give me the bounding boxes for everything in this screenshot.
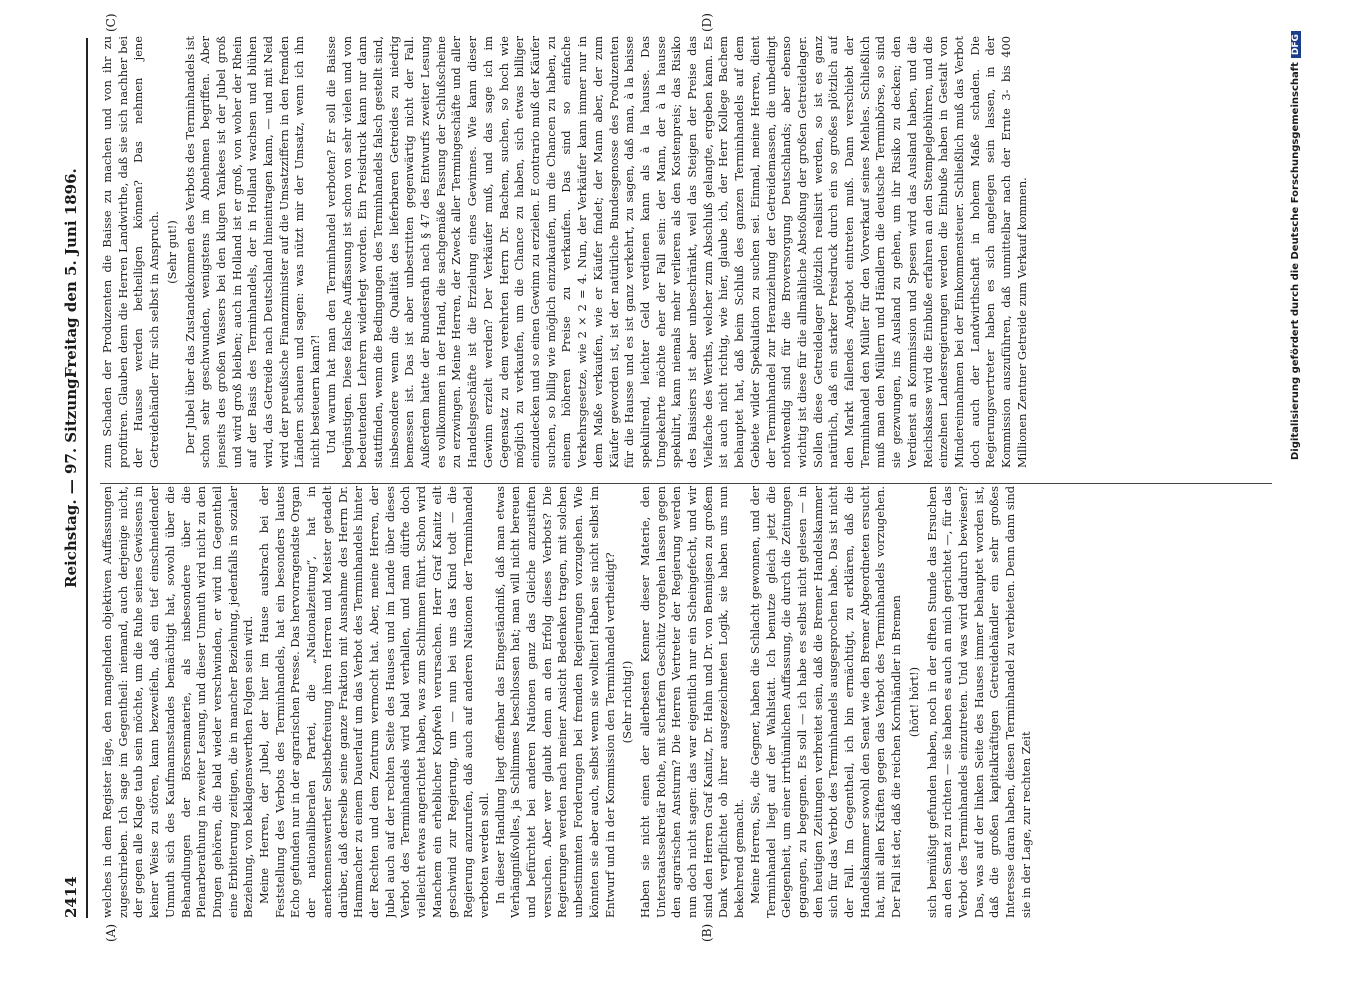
paragraph: Meine Herren, der Jubel, der hier im Hause ausbrach bei der Feststellung des Verbots des Terminhandels, hat ein besonders lautes Echo gefunden nur in der agrarischen Presse. Das hervorragendste Organ der nationalliberalen Partei, die „Nationalzeitung“, hat in anerkennenswerther Selbstbefreiung ihren Herren und Meister getadelt darüber, daß derselbe seine ganze Fraktion mit Ausnahme des Herrn Dr. Hammacher zu einem Dauerlauf um das Verbot des Terminhandels hinter der Rechten und dem Zentrum vermocht hat. Aber, meine Herren, der Jubel auch auf der rechten Seite des Hauses und im Lande über dieses Verbot des Terminhandels wird bald verhallen, und man dürfte doch vielleicht etwas angerichtet haben, was zum Schlimmen führt. Schon wird Manchem ein erheblicher Kopfweh verursachen. Herr Graf Kanitz eilt geschwind zur Regierung, um — nun bei uns das Kind todt — die Regierung anzurufen, daß auch auf anderen Nationen der Terminhandel verboten werden soll.: [257, 486, 491, 918]
header-session: Reichstag. — 97. Sitzung.: [62, 373, 80, 588]
page-header: [62, 38, 84, 918]
digitization-footer: [1290, 34, 1301, 460]
paragraph: Haben sie nicht einen der allerbesten Kenner dieser Materie, den Unterstaatssekretär Rothe, mit scharfem Geschütz vorgehen lassen gegen den agrarischen Ansturm? Die Herren Vertreter der Regierung werden nun doch nicht sagen: das war eigentlich nur ein Scheingefecht, und wir sind den Herren Graf Kanitz, Dr. Hahn und Dr. von Bennigsen zu großem Dank verpflichtet ob ihrer ausgezeichneten Logik, sie haben uns nun bekehrend gemacht.: [637, 486, 747, 918]
header-rule: [86, 38, 88, 918]
margin-marker-d: (D): [700, 13, 714, 32]
paragraph: welches in dem Register läge, den mangelnden objektiven Auffassungen zugeschrieben. Ich sage im Gegentheil: niemand, auch derjenige nicht, der gegen alle Klage taub sein möchte, um die Ruhe seines Gewissens in keiner Weise zu stören, kann bezweifeln, daß ein tief einschneidender Unmuth sich des Kaufmannsstandes bemächtigt hat, sowohl über die Behandlungen der Börsenmaterie, als insbesondere über die Plenarberathung in zweiter Lesung, und dieser Unmuth wird nicht zu den Dingen gehören, die bald wieder verschwinden, er wird im Gegentheil eine Erbitterung zeitigen, die in mancher Beziehung, jedenfalls in sozialer Beziehung, von beklagenswerthen Folgen sein wird.: [100, 486, 256, 918]
page-number: 2414: [62, 876, 80, 918]
column-divider: [100, 483, 1272, 484]
paragraph: Meine Herren, Sie, die Gegner, haben die Schlacht gewonnen, und der Terminhandel liegt auf der Wahlstatt. Ich benutze gleich jetzt die Gelegenheit, um einer irrthümlichen Auffassung, die durch die Zeitungen gegangen, zu begegnen. Es soll — ich habe es selbst nicht gelesen — in den heutigen Zeitungen verbreitet sein, daß die Bremer Handelskammer sich für das Verbot des Terminhandels ausgesprochen habe. Das ist nicht der Fall. Im Gegentheil, ich bin ermächtigt, zu erklären, daß die Handelskammer sowohl den Senat wie den Bremer Abgeordneten ersucht hat, mit allen Kräften gegen das Verbot des Terminhandels vorzugehen. Der Fall ist der, daß die reichen Kornhändler in Bremen: [747, 486, 904, 918]
dfg-logo: DFG: [1291, 31, 1301, 58]
right-text-column: [100, 36, 1272, 468]
paragraph: zum Schaden der Produzenten die Baisse zu machen und von ihr zu profitiren. Glauben denn die Herren Landwirthe, daß sie sich nachher bei der Hausse werden betheiligen können? Das nehmen jene Getreidehändler für sich selbst in Anspruch.: [100, 36, 162, 468]
paragraph: sich bemüßigt gefunden haben, noch in der elften Stunde das Ersuchen an den Senat zu richten — sie haben es auch an mich gerichtet —, für das Verbot des Terminhandels einzutreten. Und was wird dadurch bewiesen? Das, was auf der linken Seite des Hauses immer behauptet worden ist, daß die großen kapitalkräftigen Getreidehändler ein sehr großes Interesse daran haben, diesen Terminhandel zu verbieten. Denn dann sind sie in der Lage, zur rechten Zeit: [924, 486, 1033, 918]
interjection: (Sehr gut!): [164, 220, 179, 284]
left-text-column: [100, 486, 1272, 918]
interjection: (Sehr richtig!): [620, 660, 635, 744]
paragraph: Der Jubel über das Zustandekommen des Verbots des Terminhandels ist schon sehr geschwunden, wenigstens im Abnehmen begriffen. Aber jenseits des großen Wassers bei den klugen Yankees ist der Jubel groß und wird groß bleiben; auch in Holland ist er groß, von woher der Rhein auf der Basis des Terminhandels, der in Holland wachsen und blühen wird, das Getreide nach Deutschland hineintragen kann, — und mit Neid wird der preußische Finanzminister auf die Umsatzziffern in den fremden Ländern schauen und sagen: was nützt mir der Umsatz, wenn ich ihn nicht besteuern kann?!: [182, 36, 323, 468]
margin-marker-b: (B): [700, 923, 714, 942]
paragraph: Und warum hat man den Terminhandel verboten? Er soll die Baisse begünstigen. Diese falsche Auffassung ist schon von sehr vielen und von bedeutenden Lehrern widerlegt worden. Ein Preisdruck kann nur dann stattfinden, wenn die Bedingungen des Terminhandels falsch gestellt sind, insbesondere wenn die Qualität des lieferbaren Getreides zu niedrig bemessen ist. Das ist aber unbestritten gegenwärtig nicht der Fall. Außerdem hatte der Bundesrath nach § 47 des Entwurfs zweiter Lesung es vollkommen in der Hand, die sachgemäße Fassung der Schlußscheine zu erzwingen. Meine Herren, der Zweck aller Termingeschäfte und aller Handelsgeschäfte ist die Erzielung eines Gewinnes. Wie kann dieser Gewinn erzielt werden? Der Verkäufer muß, und das sage ich im Gegensatz zu dem verehrten Herrn Dr. Bachem, suchen, so hoch wie möglich zu verkaufen, um die Chance zu haben, sich etwas billiger einzudecken und so einen Gewinn zu erzielen. E contrario muß der Käufer suchen, so billig wie möglich einzukaufen, um die Chancen zu haben, zu einem höheren Preise zu verkaufen. Das sind so einfache Verkehrsgesetze, wie 2 × 2 = 4. Nun, der Verkäufer kann immer nur in dem Maße verkaufen, wie er Käufer findet; der Mann aber, der zum Käufer geworden ist, ist der natürliche Bundesgenosse des Produzenten für die Hausse und es ist ganz verkehrt, zu sagen, daß man, à la baisse spekulirend, leichter Geld verdienen kann als à la hausse. Das Umgekehrte möchte eher der Fall sein: der Mann, der à la hausse spekulirt, kann niemals mehr verlieren als den Kostenpreis; das Risiko des Baissiers ist aber unbeschränkt, weil das Steigen der Preise das Vielfache des Werths, welcher zum Abschluß gelangte, ergeben kann. Es ist auch nicht richtig, wie hier, glaube ich, der Herr Kollege Bachem behauptet hat, daß beim Schluß des ganzen Terminhandels auf dem Gebiete wilder Spekulation zu suchen sei. Einmal, meine Herren, dient der Terminhandel zur Heranziehung der Getreidemassen, die unbedingt nothwendig sind für die Broversorgung Deutschlands; aber ebenso wichtig ist diese für die allmähliche Abstoßung der großen Getreidelager. Sollen diese Getreidelager plötzlich realisirt werden, so ist es ganz natürlich, daß ein starker Preisdruck durch ein so großes plötzlich auf den Markt fallendes Angebot eintreten muß. Dann verschiebt der Terminhandel den Müller für den Vorverkauf seines Mehles. Schließlich muß man den Müllern und Händlern die deutsche Terminbörse, so sind sie gezwungen, ins Ausland zu gehen, um ihr Risiko zu decken; den Verdienst an Kommission und Spesen wird das Ausland haben, und die Reichskasse wird die Einbuße erfahren an den Stempelgebühren, und die einzelnen Landesregierungen werden die Einbuße haben in Gestalt von Mindereinnahmen bei der Einkommensteuer. Schließlich muß das Verbot doch auch der Landwirthschaft in hohem Maße schaden. Die Regierungsvertreter haben es sich angelegen sein lassen, in der Kommission auszuführen, daß unmittelbar nach der Ernte 3- bis 400 Millionen Zentner Getreide zum Verkauf kommen.: [323, 36, 1029, 468]
header-date: Freitag den 5. Juni 1896.: [62, 168, 80, 378]
margin-marker-c: (C): [104, 13, 118, 32]
interjection: (hört! hört!): [906, 666, 921, 738]
paragraph: In dieser Handlung liegt offenbar das Eingeständniß, daß man etwas Verhängnißvolles, ja Schlimmes beschlossen hat; man will nicht bereuen und befürchtet bei anderen Nationen ganz das Gleiche anzustiften versuchen. Aber wer glaubt denn an den Erfolg dieses Verbots? Die Regierungen werden nach meiner Ansicht Bedenken tragen, mit solchen unbestimmten Forderungen bei fremden Regierungen vorzugehen. Wie könnten sie aber auch, selbst wenn sie wollten! Haben sie nicht selbst im Entwurf und in der Kommission den Terminhandel vertheidigt?: [492, 486, 617, 918]
margin-marker-a: (A): [104, 923, 118, 942]
funding-note: Digitalisierung gefördert durch die Deutsche Forschungsgemeinschaft: [1290, 62, 1301, 460]
